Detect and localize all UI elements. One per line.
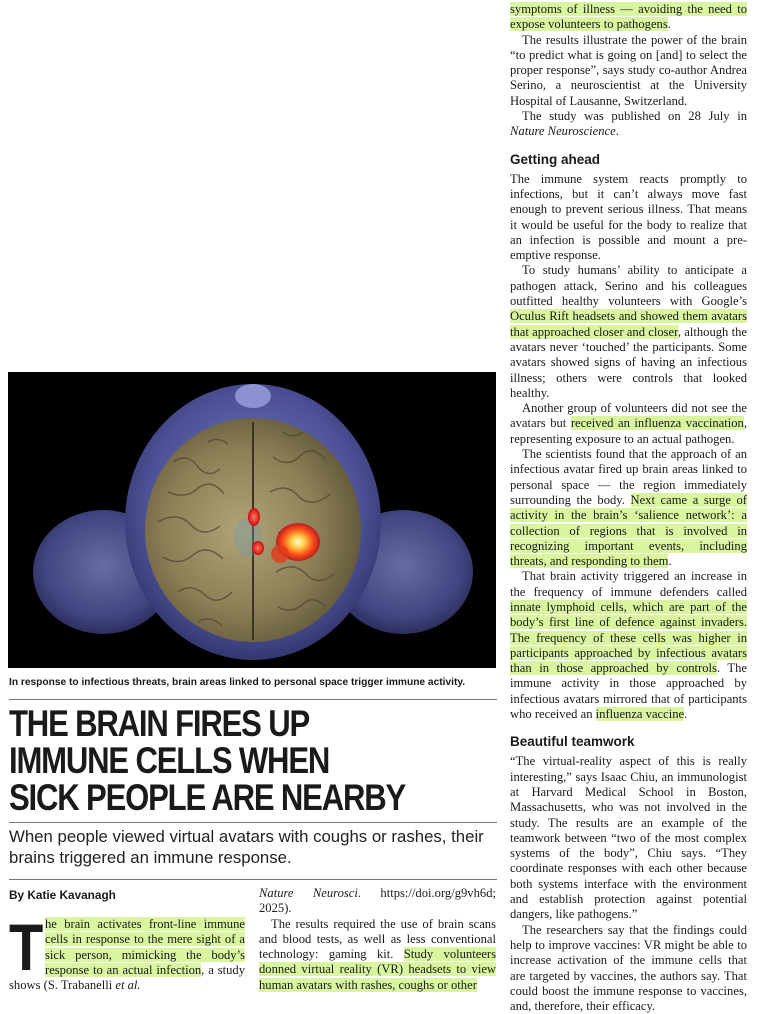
paragraph: “The virtual-reality aspect of this is really interesting,” says Isaac Chiu, an immunologist at Harvard Medical School in Boston, Massachusetts, who was not involved in the study. The results are an example of the teamwork between “two of the most complex systems of the body”, Chiu says. “They coordinate responses with each other because both systems interface with the environment and establish protection against potential dangers, like pathogens.” [510, 754, 747, 922]
highlighted-text: he brain activates front-line immune cells in response to the mere sight of a sick person, mimicking the body’s response to an actual infection [45, 917, 245, 977]
lead-column [9, 910, 245, 993]
highlighted-text: received an influenza vaccination [570, 416, 744, 431]
paragraph: That brain activity triggered an increase in the frequency of immune defenders called innate lymphoid cells, which are part of the body’s first line of defence against invaders. The frequency of these cells was higher in participants approached by infectious avatars than in those approached by controls. The immune activity in those approached by infectious avatars mirrored that of participants who received an influenza vaccine. [510, 569, 747, 722]
paragraph: The study was published on 28 July in Nature Neuroscience. [510, 109, 747, 139]
headline [9, 705, 421, 816]
journal-name: Nature Neuroscience [510, 124, 616, 139]
divider [9, 822, 497, 823]
paragraph: To study humans’ ability to anticipate a pathogen attack, Serino and his colleagues outfitted healthy volunteers with Google’s Oculus Rift headsets and showed them avatars that approached closer and closer, although the avatars never ‘touched’ the participants. Some avatars showed signs of having an infectious illness; others were controls that looked healthy. [510, 263, 747, 400]
drop-cap: T [9, 910, 44, 984]
divider [9, 699, 497, 700]
paragraph: The results illustrate the power of the brain “to predict what is going on [and] to select the proper response”, says study co-author Andrea Serino, a neuroscientist at the University Hospital of Lausanne, Switzerland. [510, 32, 747, 108]
figure-caption: In response to infectious threats, brain areas linked to personal space trigger immune activity. [9, 677, 466, 688]
paragraph: Another group of volunteers did not see the avatars but received an influenza vaccination, representing exposure to an actual pathogen. [510, 401, 747, 446]
paragraph: The immune system reacts promptly to infections, but it can’t always move fast enough to prevent serious illness. That means it would be useful for the body to realize that an infection is possible and mount a pre-emptive response. [510, 171, 747, 263]
brain-scan-figure [8, 372, 496, 668]
highlighted-text: Next came a surge of activity in the brain’s ‘salience network’: a collection of regions that is involved in recognizing important events, including threats, and responding to them [510, 492, 747, 569]
section-heading-getting-ahead: Getting ahead [510, 151, 601, 167]
journal-name: Nature Neurosci. [259, 886, 362, 900]
paragraph: The results required the use of brain scans and blood tests, as well as less conventional technology: gaming kit. Study volunteers donned virtual reality (VR) headsets to view human avatars with rashes, coughs or other [259, 916, 496, 992]
highlighted-text: Study volunteers donned virtual reality (VR) headsets to view human avatars with rashes, coughs or other [259, 947, 496, 992]
brain-scan-image [8, 372, 496, 668]
standfirst: When people viewed virtual avatars with coughs or rashes, their brains triggered an immune response. [9, 827, 484, 867]
highlighted-text: symptoms of illness — avoiding the need to expose volunteers to pathogens [510, 2, 747, 32]
paragraph: Nature Neurosci. https://doi.org/g9vh6d; 2025). [259, 886, 496, 916]
paragraph: The scientists found that the approach of an infectious avatar fired up brain areas linked to personal space — the region immediately surrounding the body. Next came a surge of activity in the brain’s ‘salience network’: a collection of regions that is involved in recognizing important events, including threats, and responding to them. [510, 447, 747, 569]
paragraph: The researchers say that the findings could help to improve vaccines: VR might be able to increase activation of the immune cells that are targeted by vaccines, the authors say. That could boost the immune response to vaccines, and, therefore, their efficacy. [510, 922, 747, 1014]
middle-column [259, 886, 496, 993]
divider [9, 879, 497, 880]
highlighted-text: influenza vaccine [595, 707, 685, 722]
headline-line: SICK PEOPLE ARE NEARBY [9, 777, 406, 818]
headline-line: THE BRAIN FIRES UP [9, 703, 310, 744]
highlighted-text: Oculus Rift headsets and showed them avatars that approached closer and closer [510, 309, 747, 339]
section-heading-beautiful-teamwork: Beautiful teamwork [510, 734, 635, 750]
lead-paragraph: he brain activates front-line immune cells in response to the mere sight of a sick person, mimicking the body’s response to an actual infection, a study shows (S. Trabanelli et al. [9, 917, 245, 993]
right-column [510, 2, 747, 1014]
headline-line: IMMUNE CELLS WHEN [9, 740, 330, 781]
highlighted-text: innate lymphoid cells, which are part of the body’s first line of defence against invaders. The frequency of these cells was higher in participants approached by infectious avatars than in those approached by controls [510, 599, 747, 676]
paragraph: symptoms of illness — avoiding the need to expose volunteers to pathogens. [510, 2, 747, 32]
byline: By Katie Kavanagh [9, 888, 116, 902]
